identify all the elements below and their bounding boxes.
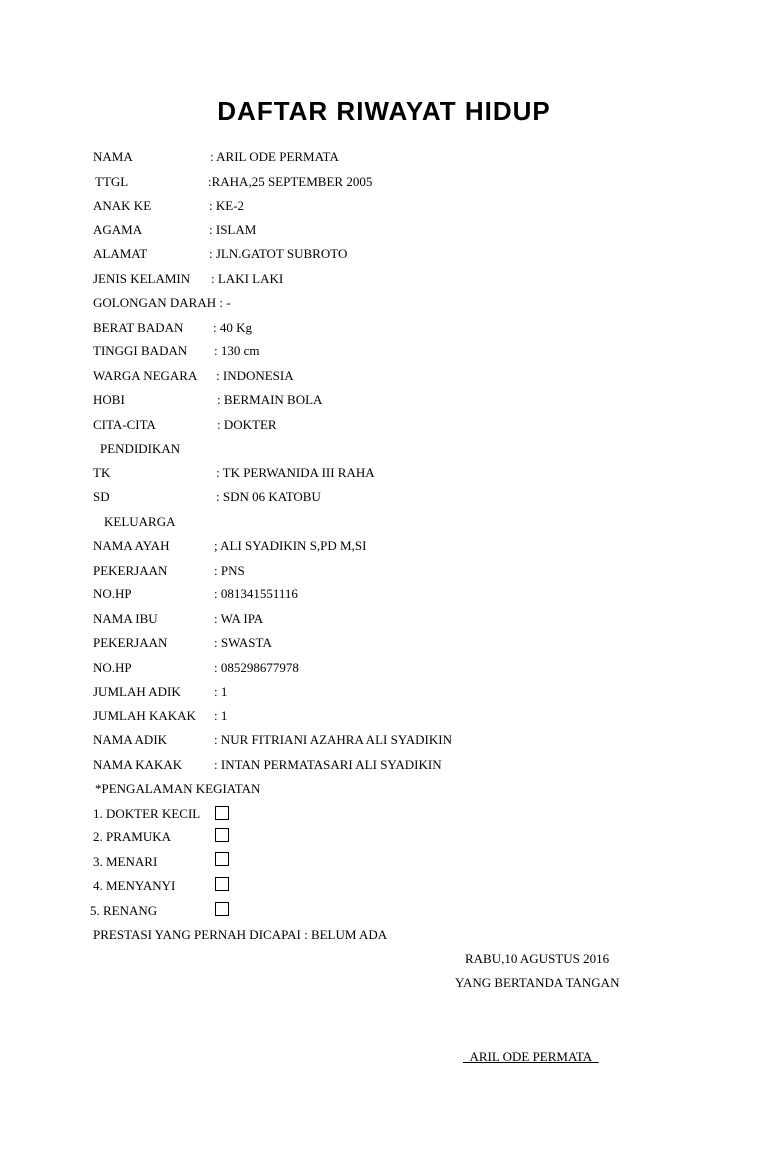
checkbox-menari[interactable] [215,852,229,866]
checkbox-pramuka[interactable] [215,828,229,842]
value-jumlah-kakak: : 1 [214,708,228,723]
label-pekerjaan-ayah: PEKERJAAN [93,563,168,578]
value-jenis-kelamin: : LAKI LAKI [211,271,284,286]
label-sd: SD [93,489,110,504]
label-nohp-ibu: NO.HP [93,660,132,675]
label-agama: AGAMA [93,222,143,237]
value-cita-cita: : DOKTER [217,417,277,432]
checkbox-renang[interactable] [215,902,229,916]
value-tinggi-badan: : 130 cm [214,343,260,358]
section-pengalaman-kegiatan: *PENGALAMAN KEGIATAN [95,781,261,796]
value-agama: : ISLAM [209,222,257,237]
label-ttgl: TTGL [95,174,129,189]
label-golongan-darah: GOLONGAN DARAH : - [93,295,231,310]
label-cita-cita: CITA-CITA [93,417,156,432]
label-prestasi: PRESTASI YANG PERNAH DICAPAI : BELUM ADA [93,927,388,942]
signature-name-text: ARIL ODE PERMATA [469,1049,593,1064]
label-tk: TK [93,465,111,480]
label-berat-badan: BERAT BADAN [93,320,184,335]
label-nama-ayah: NAMA AYAH [93,538,170,553]
checkbox-menyanyi[interactable] [215,877,229,891]
value-hobi: : BERMAIN BOLA [217,392,323,407]
label-pekerjaan-ibu: PEKERJAAN [93,635,168,650]
value-pekerjaan-ibu: : SWASTA [214,635,272,650]
label-nama-kakak: NAMA KAKAK [93,757,183,772]
activity-item: 5. RENANG [90,903,158,918]
value-nama-ayah: ; ALI SYADIKIN S,PD M,SI [214,538,367,553]
section-pendidikan: PENDIDIKAN [100,441,181,456]
label-anak-ke: ANAK KE [93,198,152,213]
label-tinggi-badan: TINGGI BADAN [93,343,188,358]
label-nohp-ayah: NO.HP [93,586,132,601]
activity-item: 1. DOKTER KECIL [93,806,201,821]
value-pekerjaan-ayah: : PNS [214,563,245,578]
section-keluarga: KELUARGA [104,514,176,529]
label-nama-ibu: NAMA IBU [93,611,158,626]
value-nama-ibu: : WA IPA [214,611,264,626]
label-jenis-kelamin: JENIS KELAMIN [93,271,191,286]
checkbox-dokter-kecil[interactable] [215,806,229,820]
signature-date: RABU,10 AGUSTUS 2016 [465,951,610,966]
signature-caption: YANG BERTANDA TANGAN [455,975,620,990]
value-alamat: : JLN.GATOT SUBROTO [209,246,348,261]
value-tk: : TK PERWANIDA III RAHA [216,465,375,480]
value-nohp-ayah: : 081341551116 [214,586,298,601]
activity-item: 2. PRAMUKA [93,829,172,844]
activity-item: 3. MENARI [93,854,158,869]
value-jumlah-adik: : 1 [214,684,228,699]
label-warga-negara: WARGA NEGARA [93,368,198,383]
label-nama-adik: NAMA ADIK [93,732,168,747]
value-warga-negara: : INDONESIA [216,368,294,383]
value-ttgl: :RAHA,25 SEPTEMBER 2005 [208,174,373,189]
label-jumlah-adik: JUMLAH ADIK [93,684,181,699]
activity-item: 4. MENYANYI [93,878,176,893]
value-anak-ke: : KE-2 [209,198,245,213]
label-hobi: HOBI [93,392,125,407]
label-alamat: ALAMAT [93,246,148,261]
value-nama: : ARIL ODE PERMATA [210,149,339,164]
value-nama-adik: : NUR FITRIANI AZAHRA ALI SYADIKIN [214,732,452,747]
value-sd: : SDN 06 KATOBU [216,489,321,504]
label-jumlah-kakak: JUMLAH KAKAK [93,708,196,723]
value-nama-kakak: : INTAN PERMATASARI ALI SYADIKIN [214,757,442,772]
value-berat-badan: : 40 Kg [213,320,252,335]
value-nohp-ibu: : 085298677978 [214,660,299,675]
signature-name [463,1049,599,1065]
label-nama: NAMA [93,149,133,164]
document-title: DAFTAR RIWAYAT HIDUP [217,96,551,126]
